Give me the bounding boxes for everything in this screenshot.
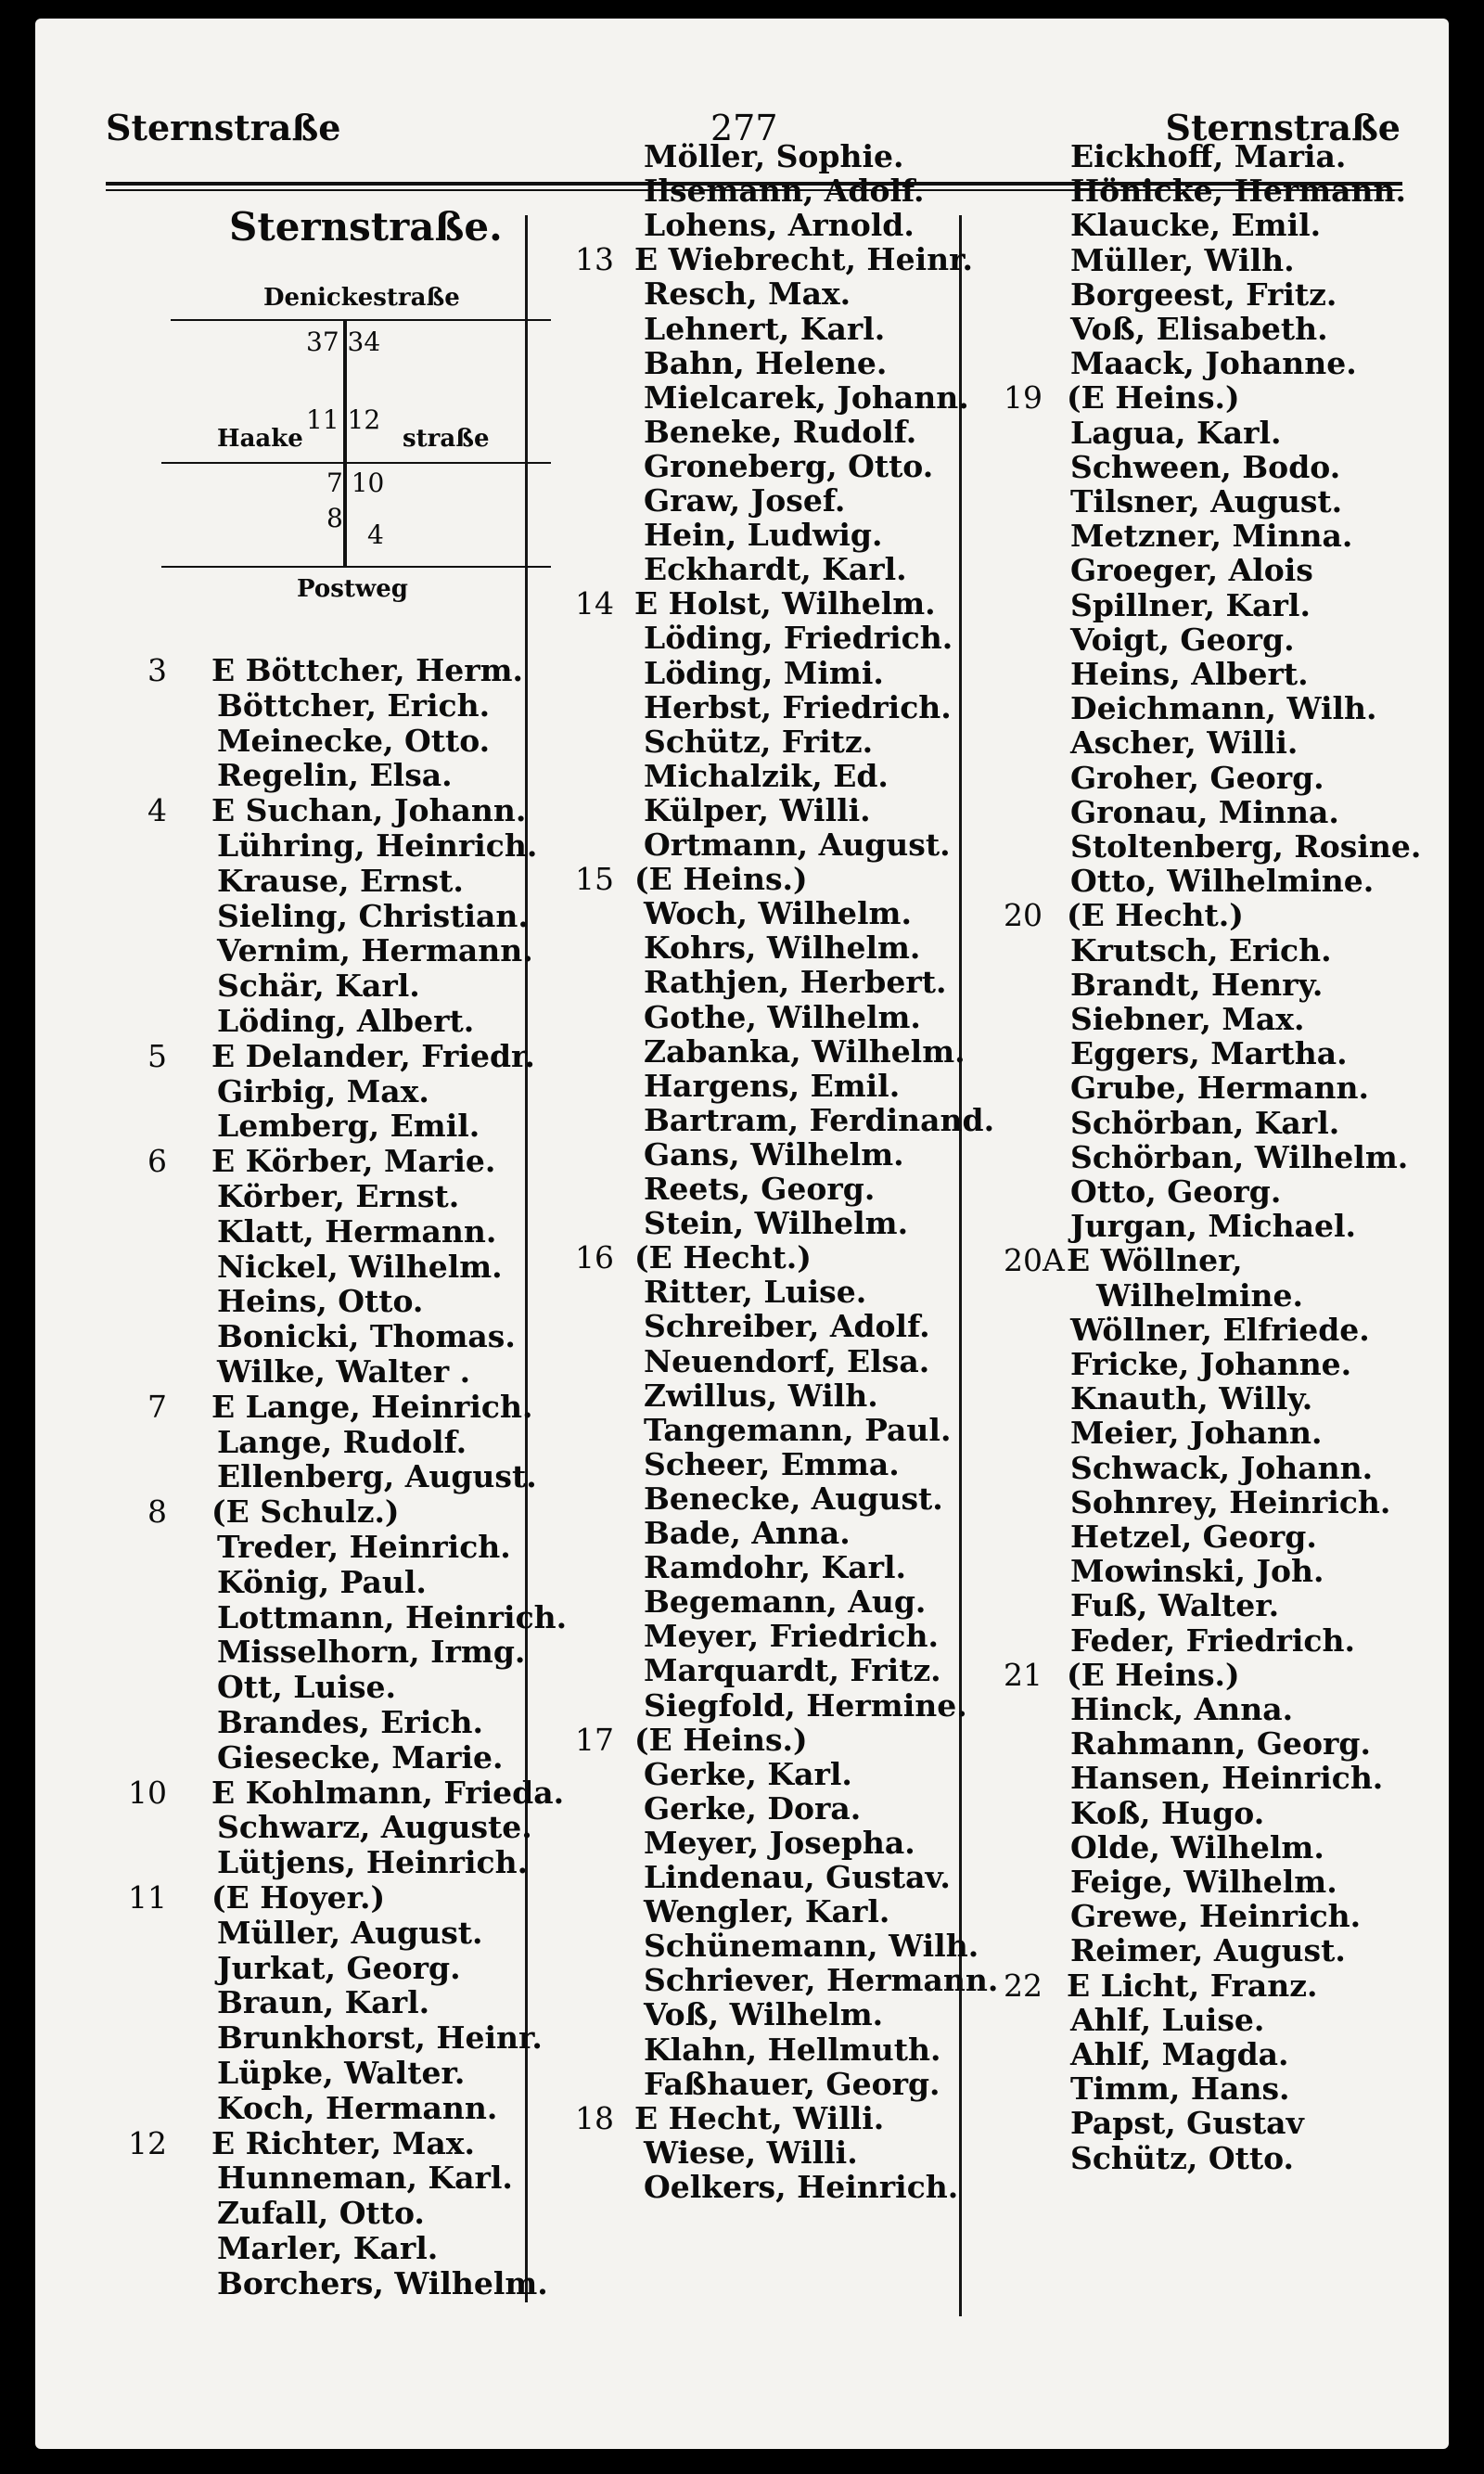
- house-number: 19: [1004, 379, 1043, 417]
- resident-name: Reimer, August.: [1070, 1932, 1346, 1969]
- resident-name: Borgeest, Fritz.: [1070, 276, 1337, 313]
- resident-name: Löding, Mimi.: [644, 654, 884, 691]
- resident-name: (E Heins.): [634, 1721, 808, 1758]
- resident-name: Feder, Friedrich.: [1070, 1622, 1355, 1659]
- map-cross-line: [161, 462, 551, 464]
- resident-name: Ritter, Luise.: [644, 1274, 867, 1311]
- resident-name: E Delander, Friedr.: [211, 1037, 535, 1074]
- resident-name: Koch, Hermann.: [217, 2089, 498, 2126]
- house-number: 12: [128, 2124, 167, 2161]
- resident-name: Heins, Albert.: [1070, 656, 1309, 692]
- resident-name: Schreiber, Adolf.: [644, 1308, 930, 1345]
- resident-name: Wilhelmine.: [1096, 1276, 1304, 1314]
- resident-name: Bonicki, Thomas.: [217, 1318, 516, 1355]
- resident-name: Eckhardt, Karl.: [644, 551, 907, 588]
- resident-name: Spillner, Karl.: [1070, 586, 1311, 623]
- resident-name: Wilke, Walter .: [217, 1353, 471, 1390]
- map-number-8: 8: [326, 503, 343, 533]
- resident-name: E Körber, Marie.: [211, 1143, 496, 1180]
- header-street-right: Sternstraße: [1165, 107, 1401, 148]
- resident-name: Ahlf, Magda.: [1070, 2036, 1289, 2072]
- house-number: 17: [575, 1721, 614, 1758]
- resident-name: E Lange, Heinrich.: [211, 1388, 533, 1425]
- house-number: 4: [147, 792, 167, 829]
- resident-name: Mielcarek, Johann.: [644, 378, 969, 416]
- house-number: 20: [1004, 897, 1043, 934]
- resident-name: Brunkhorst, Heinr.: [217, 2019, 543, 2057]
- map-number-low: 7 10: [326, 468, 385, 498]
- house-number: 22: [1004, 1967, 1043, 2004]
- resident-name: (E Heins.): [634, 861, 808, 898]
- resident-name: Regelin, Elsa.: [217, 757, 453, 794]
- resident-name: Ott, Luise.: [217, 1669, 397, 1706]
- street-map: [124, 276, 551, 550]
- resident-name: Knauth, Willy.: [1070, 1380, 1313, 1417]
- resident-name: Schörban, Karl.: [1070, 1104, 1340, 1141]
- column-divider-2: [959, 215, 962, 2316]
- resident-name: Marler, Karl.: [217, 2230, 439, 2266]
- resident-name: Tangemann, Paul.: [644, 1411, 952, 1448]
- resident-name: (E Hoyer.): [211, 1879, 386, 1916]
- resident-name: Kohrs, Wilhelm.: [644, 929, 921, 967]
- resident-name: Lehnert, Karl.: [644, 310, 886, 347]
- resident-name: Grube, Hermann.: [1070, 1070, 1369, 1107]
- resident-name: Eggers, Martha.: [1070, 1035, 1348, 1072]
- resident-name: E Hecht, Willi.: [634, 2099, 885, 2136]
- resident-name: Ellenberg, August.: [217, 1458, 537, 1495]
- resident-name: Meier, Johann.: [1070, 1415, 1323, 1452]
- resident-name: Deichmann, Wilh.: [1070, 690, 1377, 727]
- house-number: 20A: [1004, 1242, 1065, 1279]
- map-vertical-street: [343, 321, 347, 566]
- resident-name: Otto, Wilhelmine.: [1070, 863, 1375, 900]
- resident-name: Schünemann, Wilh.: [644, 1928, 979, 1965]
- map-number-mid: 11 12: [306, 404, 381, 435]
- house-number: 13: [575, 241, 614, 278]
- resident-name: Stein, Wilhelm.: [644, 1205, 909, 1242]
- resident-name: Misselhorn, Irmg.: [217, 1634, 526, 1671]
- resident-name: Eickhoff, Maria.: [1070, 138, 1347, 174]
- house-number: 16: [575, 1239, 614, 1276]
- resident-name: E Wöllner,: [1067, 1242, 1243, 1279]
- resident-name: Zwillus, Wilh.: [644, 1377, 878, 1414]
- resident-name: Benecke, August.: [644, 1480, 943, 1517]
- resident-name: (E Schulz.): [211, 1493, 400, 1531]
- house-number: 11: [128, 1879, 167, 1916]
- resident-name: Lohens, Arnold.: [644, 207, 915, 244]
- resident-name: Klahn, Hellmuth.: [644, 2031, 941, 2068]
- resident-name: Marquardt, Fritz.: [644, 1652, 941, 1689]
- resident-name: Maack, Johanne.: [1070, 345, 1357, 382]
- resident-name: Borchers, Wilhelm.: [217, 2264, 548, 2301]
- resident-name: Siegfold, Hermine.: [644, 1686, 967, 1724]
- resident-name: Ahlf, Luise.: [1070, 2001, 1265, 2038]
- resident-name: Neuendorf, Elsa.: [644, 1342, 930, 1379]
- resident-name: Faßhauer, Georg.: [644, 2065, 940, 2102]
- resident-name: Müller, August.: [217, 1914, 483, 1951]
- page-number: 277: [710, 108, 778, 148]
- resident-name: Graw, Josef.: [644, 482, 846, 519]
- map-number-4: 4: [367, 519, 384, 550]
- resident-name: Giesecke, Marie.: [217, 1738, 504, 1775]
- resident-name: Papst, Gustav: [1070, 2105, 1304, 2142]
- resident-name: Meyer, Friedrich.: [644, 1618, 939, 1655]
- resident-name: Heins, Otto.: [217, 1283, 424, 1320]
- resident-name: Lemberg, Emil.: [217, 1108, 480, 1145]
- resident-name: Gerke, Karl.: [644, 1755, 852, 1792]
- house-number: 21: [1004, 1656, 1043, 1693]
- resident-name: Resch, Max.: [644, 276, 851, 313]
- resident-name: Groeger, Alois: [1070, 552, 1313, 589]
- resident-name: Krutsch, Erich.: [1070, 931, 1332, 968]
- resident-name: Brandes, Erich.: [217, 1704, 483, 1740]
- map-bottom-street: Postweg: [297, 575, 408, 603]
- resident-name: Voigt, Georg.: [1070, 621, 1295, 658]
- resident-name: E Richter, Max.: [211, 2124, 475, 2161]
- column-divider-1: [525, 215, 528, 2302]
- resident-name: Fuß, Walter.: [1070, 1587, 1280, 1624]
- resident-name: Jurkat, Georg.: [217, 1949, 461, 1986]
- resident-name: Bade, Anna.: [644, 1515, 851, 1551]
- resident-name: Ilsemann, Adolf.: [644, 173, 925, 210]
- resident-name: Löding, Friedrich.: [644, 620, 953, 657]
- resident-name: Woch, Wilhelm.: [644, 895, 912, 932]
- resident-name: Schörban, Wilhelm.: [1070, 1138, 1409, 1175]
- resident-name: Groneberg, Otto.: [644, 447, 934, 484]
- resident-name: Beneke, Rudolf.: [644, 413, 917, 450]
- resident-name: Zabanka, Wilhelm.: [644, 1032, 966, 1070]
- resident-name: Lütjens, Heinrich.: [217, 1844, 529, 1881]
- resident-name: Külper, Willi.: [644, 791, 871, 828]
- resident-name: Mowinski, Joh.: [1070, 1553, 1324, 1590]
- resident-name: Wöllner, Elfriede.: [1070, 1311, 1370, 1348]
- resident-name: Oelkers, Heinrich.: [644, 2168, 959, 2205]
- resident-name: Braun, Karl.: [217, 1984, 430, 2021]
- directory-page: [35, 19, 1449, 2449]
- resident-name: Jurgan, Michael.: [1070, 1208, 1356, 1245]
- map-bottom-line: [161, 566, 551, 568]
- house-number: 10: [128, 1774, 167, 1811]
- resident-name: (E Heins.): [1067, 379, 1240, 417]
- resident-name: Grewe, Heinrich.: [1070, 1898, 1362, 1935]
- resident-name: Klatt, Hermann.: [217, 1212, 497, 1250]
- resident-name: Schär, Karl.: [217, 968, 420, 1005]
- house-number: 6: [147, 1143, 167, 1180]
- resident-name: Fricke, Johanne.: [1070, 1346, 1352, 1382]
- resident-name: König, Paul.: [217, 1563, 427, 1600]
- resident-name: Krause, Ernst.: [217, 862, 464, 899]
- resident-name: Ortmann, August.: [644, 827, 951, 863]
- resident-name: Rathjen, Herbert.: [644, 964, 947, 1001]
- resident-name: E Suchan, Johann.: [211, 792, 527, 829]
- resident-name: Scheer, Emma.: [644, 1445, 900, 1482]
- house-number: 14: [575, 585, 614, 622]
- resident-name: Hönicke, Hermann.: [1070, 173, 1406, 210]
- resident-name: Hetzel, Georg.: [1070, 1519, 1317, 1555]
- house-number: 3: [147, 652, 167, 688]
- resident-name: Hansen, Heinrich.: [1070, 1760, 1384, 1797]
- resident-name: Müller, Wilh.: [1070, 241, 1295, 278]
- resident-name: Bahn, Helene.: [644, 344, 888, 381]
- resident-name: Körber, Ernst.: [217, 1178, 460, 1214]
- map-number-top: 37 34: [306, 327, 381, 357]
- resident-name: Gans, Wilhelm.: [644, 1135, 904, 1173]
- resident-name: Otto, Georg.: [1070, 1173, 1282, 1210]
- resident-name: Tilsner, August.: [1070, 483, 1343, 519]
- resident-name: Feige, Wilhelm.: [1070, 1864, 1337, 1900]
- resident-name: Vernim, Hermann.: [217, 932, 533, 969]
- resident-name: (E Hecht.): [1067, 897, 1244, 934]
- resident-name: Lottmann, Heinrich.: [217, 1598, 568, 1635]
- resident-name: Lühring, Heinrich.: [217, 827, 538, 864]
- house-number: 18: [575, 2099, 614, 2136]
- house-number: 15: [575, 861, 614, 898]
- resident-name: Brandt, Henry.: [1070, 966, 1324, 1003]
- resident-name: Schween, Bodo.: [1070, 448, 1341, 485]
- header-street-left: Sternstraße: [106, 107, 341, 148]
- map-left-street: Haake: [217, 425, 303, 453]
- resident-name: Schütz, Otto.: [1070, 2139, 1295, 2176]
- resident-name: Reets, Georg.: [644, 1171, 876, 1207]
- house-number: 8: [147, 1493, 167, 1531]
- resident-name: Metzner, Minna.: [1070, 518, 1353, 555]
- resident-name: Wengler, Karl.: [644, 1893, 890, 1930]
- resident-name: E Kohlmann, Frieda.: [211, 1774, 565, 1811]
- resident-name: Herbst, Friedrich.: [644, 688, 952, 725]
- resident-name: Schwack, Johann.: [1070, 1449, 1374, 1486]
- resident-name: Olde, Wilhelm.: [1070, 1828, 1324, 1865]
- resident-name: Lange, Rudolf.: [217, 1423, 467, 1460]
- resident-name: E Böttcher, Herm.: [211, 652, 524, 688]
- house-number: 5: [147, 1037, 167, 1074]
- resident-name: Hargens, Emil.: [644, 1067, 901, 1104]
- resident-name: (E Hecht.): [634, 1239, 812, 1276]
- resident-name: Bartram, Ferdinand.: [644, 1101, 995, 1138]
- resident-name: E Licht, Franz.: [1067, 1967, 1318, 2004]
- resident-name: Siebner, Max.: [1070, 1001, 1305, 1037]
- resident-name: Treder, Heinrich.: [217, 1529, 511, 1565]
- resident-name: Gothe, Wilhelm.: [644, 998, 921, 1035]
- resident-name: Meyer, Josepha.: [644, 1824, 915, 1861]
- resident-name: E Wiebrecht, Heinr.: [634, 241, 973, 278]
- resident-name: Zufall, Otto.: [217, 2195, 425, 2232]
- resident-name: Lüpke, Walter.: [217, 2055, 466, 2091]
- resident-name: Nickel, Wilhelm.: [217, 1248, 503, 1285]
- house-number: 7: [147, 1388, 167, 1425]
- resident-name: Hunneman, Karl.: [217, 2160, 513, 2197]
- resident-name: Girbig, Max.: [217, 1072, 429, 1109]
- resident-name: E Holst, Wilhelm.: [634, 585, 936, 622]
- resident-name: Lagua, Karl.: [1070, 414, 1282, 451]
- resident-name: Schriever, Hermann.: [644, 1962, 999, 1999]
- resident-name: (E Heins.): [1067, 1656, 1240, 1693]
- resident-name: Sieling, Christian.: [217, 897, 529, 934]
- resident-name: Voß, Elisabeth.: [1070, 311, 1328, 347]
- resident-name: Lindenau, Gustav.: [644, 1859, 951, 1895]
- resident-name: Gerke, Dora.: [644, 1789, 862, 1827]
- resident-name: Klaucke, Emil.: [1070, 207, 1322, 244]
- resident-name: Timm, Hans.: [1070, 2070, 1290, 2108]
- resident-name: Begemann, Aug.: [644, 1583, 927, 1621]
- resident-name: Löding, Albert.: [217, 1003, 475, 1039]
- resident-name: Schwarz, Auguste.: [217, 1809, 532, 1846]
- resident-name: Rahmann, Georg.: [1070, 1725, 1371, 1763]
- map-right-street: straße: [403, 425, 490, 453]
- map-top-street: Denickestraße: [263, 284, 460, 312]
- resident-name: Ramdohr, Karl.: [644, 1549, 906, 1586]
- resident-name: Groher, Georg.: [1070, 759, 1324, 796]
- resident-name: Schütz, Fritz.: [644, 723, 874, 760]
- resident-name: Voß, Wilhelm.: [644, 1996, 884, 2033]
- street-title: Sternstraße.: [229, 204, 503, 250]
- resident-name: Böttcher, Erich.: [217, 686, 491, 724]
- resident-name: Sohnrey, Heinrich.: [1070, 1483, 1391, 1520]
- map-top-line: [171, 319, 551, 321]
- resident-name: Wiese, Willi.: [644, 2134, 858, 2171]
- resident-name: Hinck, Anna.: [1070, 1691, 1294, 1727]
- resident-name: Michalzik, Ed.: [644, 757, 889, 794]
- resident-name: Meinecke, Otto.: [217, 722, 491, 759]
- resident-name: Möller, Sophie.: [644, 138, 904, 174]
- resident-name: Hein, Ludwig.: [644, 517, 883, 554]
- resident-name: Ascher, Willi.: [1070, 724, 1298, 762]
- resident-name: Stoltenberg, Rosine.: [1070, 828, 1422, 865]
- resident-name: Gronau, Minna.: [1070, 793, 1339, 830]
- resident-name: Koß, Hugo.: [1070, 1794, 1265, 1831]
